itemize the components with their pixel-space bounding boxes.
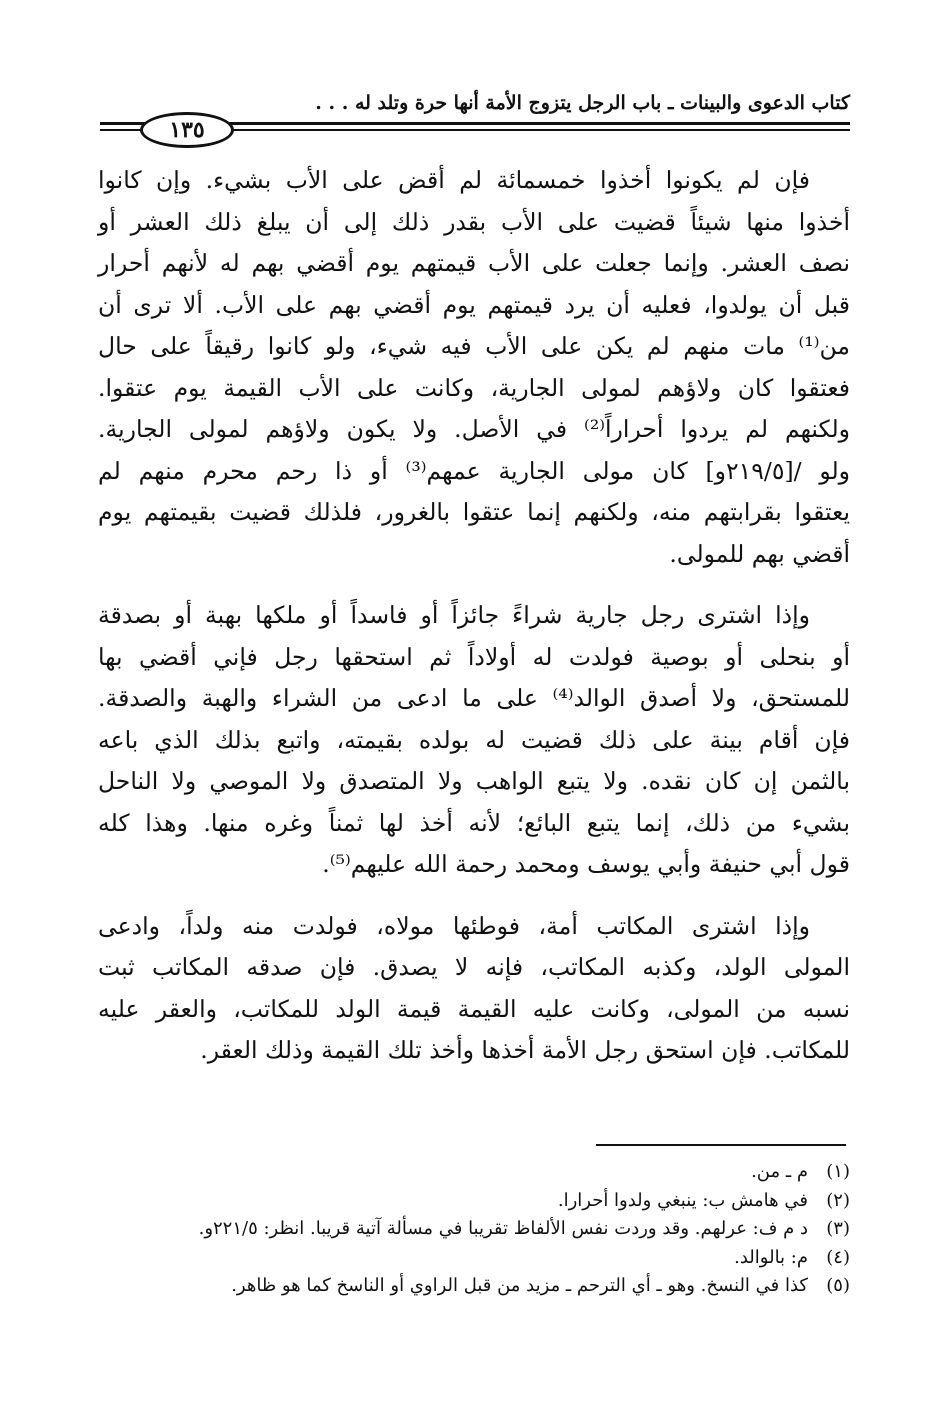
main-text — [98, 160, 850, 1072]
footnote-number: (٥) — [826, 1275, 850, 1296]
footnote-number: (١) — [826, 1161, 850, 1182]
paragraph-1 — [98, 160, 850, 575]
text-line: المولى الولد، وكذبه المكاتب، فإنه لا يصدق. فإن صدقه المكاتب ثبت — [98, 953, 850, 981]
text-line: أقضي بهم للمولى. — [669, 539, 850, 568]
page-number: ١٣٥ — [140, 112, 234, 148]
text-line: أو بنحلى أو بوصية فولدت له أولاداً ثم استحقها رجل فإني أقضي بها — [98, 642, 850, 671]
text-line: وإذا اشترى رجل جارية شراءً جائزاً أو فاسداً أو ملكها بهبة أو بصدقة — [98, 601, 810, 629]
text-line: فإن أقام بينة على ذلك قضيت له بولده بقيمته، واتبع بذلك الذي باعه — [98, 725, 850, 754]
footnote — [98, 1187, 850, 1216]
text-line: فعتقوا كان ولاؤهم لمولى الجارية، وكانت على الأب القيمة يوم عتقوا. — [98, 373, 850, 402]
footnote-number: (٤) — [826, 1246, 850, 1268]
paragraph-3 — [98, 906, 850, 1072]
footnote-text: كذا في النسخ. وهو ـ أي الترحم ـ مزيد من قبل الراوي أو الناسخ كما هو ظاهر. — [231, 1275, 808, 1296]
footnote-number: (٢) — [826, 1189, 850, 1211]
text-line: للمستحق، ولا أصدق الوالد⁽⁴⁾ على ما ادعى من الشراء والهبة والصدقة. — [98, 684, 851, 712]
text-line: يعتقوا بقرابتهم منه، ولكنهم إنما عتقوا بالغرور، فلذلك قضيت بقيمتهم يوم — [98, 498, 850, 526]
footnote — [98, 1244, 850, 1273]
footnote-text: م: بالوالد. — [734, 1246, 808, 1268]
text-line: وإذا اشترى المكاتب أمة، فوطئها مولاه، فولدت منه ولداً، وادعى — [98, 911, 810, 940]
footnote — [98, 1272, 850, 1301]
text-line: فإن لم يكونوا أخذوا خمسمائة لم أقض على الأب بشيء. وإن كانوا — [98, 166, 810, 194]
text-line: نسبه من المولى، وكانت عليه القيمة قيمة الولد للمكاتب، والعقر عليه — [98, 994, 850, 1023]
running-title: كتاب الدعوى والبينات ـ باب الرجل يتزوج الأمة أنها حرة وتلد له . . . — [315, 92, 850, 114]
footnote-separator — [596, 1144, 846, 1146]
text-line: للمكاتب. فإن استحق رجل الأمة أخذها وأخذ تلك القيمة وذلك العقر. — [200, 1036, 850, 1064]
text-line: نصف العشر. وإنما جعلت على الأب قيمتهم يوم أقضي بهم له لأنهم أحرار — [98, 249, 850, 277]
footnote-text: في هامش ب: ينبغي ولدوا أحرارا. — [557, 1189, 808, 1211]
text-line: بالثمن إن كان نقده. ولا يتبع الواهب ولا المتصدق ولا الموصي ولا الناحل — [98, 767, 850, 795]
page-header — [100, 88, 850, 143]
footnote — [98, 1215, 850, 1244]
text-line: ولو /[٢١٩/٥و] كان مولى الجارية عمهم⁽³⁾ أو ذا رحم محرم منهم لم — [98, 456, 850, 485]
text-line: من⁽¹⁾ مات منهم لم يكن على الأب فيه شيء، ولو كانوا رقيقاً على حال — [98, 332, 850, 360]
text-line: أخذوا منها شيئاً قضيت على الأب بقدر ذلك إلى أن يبلغ ذلك العشر أو — [98, 207, 850, 236]
footnote — [98, 1158, 850, 1187]
footnotes — [98, 1158, 850, 1301]
footnote-text: د م ف: عرلهم. وقد وردت نفس الألفاظ تقريبا في مسألة آتية قريبا. انظر: ٢٢١/٥و. — [198, 1218, 808, 1239]
text-line: قول أبي حنيفة وأبي يوسف ومحمد رحمة الله عليهم⁽⁵⁾. — [322, 850, 850, 878]
text-line: بشيء من ذلك، إنما يتبع البائع؛ لأنه أخذ لها ثمناً وغره منها. وهذا كله — [98, 808, 850, 837]
text-line: قبل أن يولدوا، فعليه أن يرد قيمتهم يوم أقضي بهم على الأب. ألا ترى أن — [98, 290, 850, 319]
text-line: ولكنهم لم يردوا أحراراً⁽²⁾ في الأصل. ولا يكون ولاؤهم لمولى الجارية. — [98, 415, 851, 443]
footnote-number: (٣) — [826, 1218, 850, 1239]
footnote-text: م ـ من. — [751, 1161, 808, 1182]
paragraph-2 — [98, 595, 850, 886]
